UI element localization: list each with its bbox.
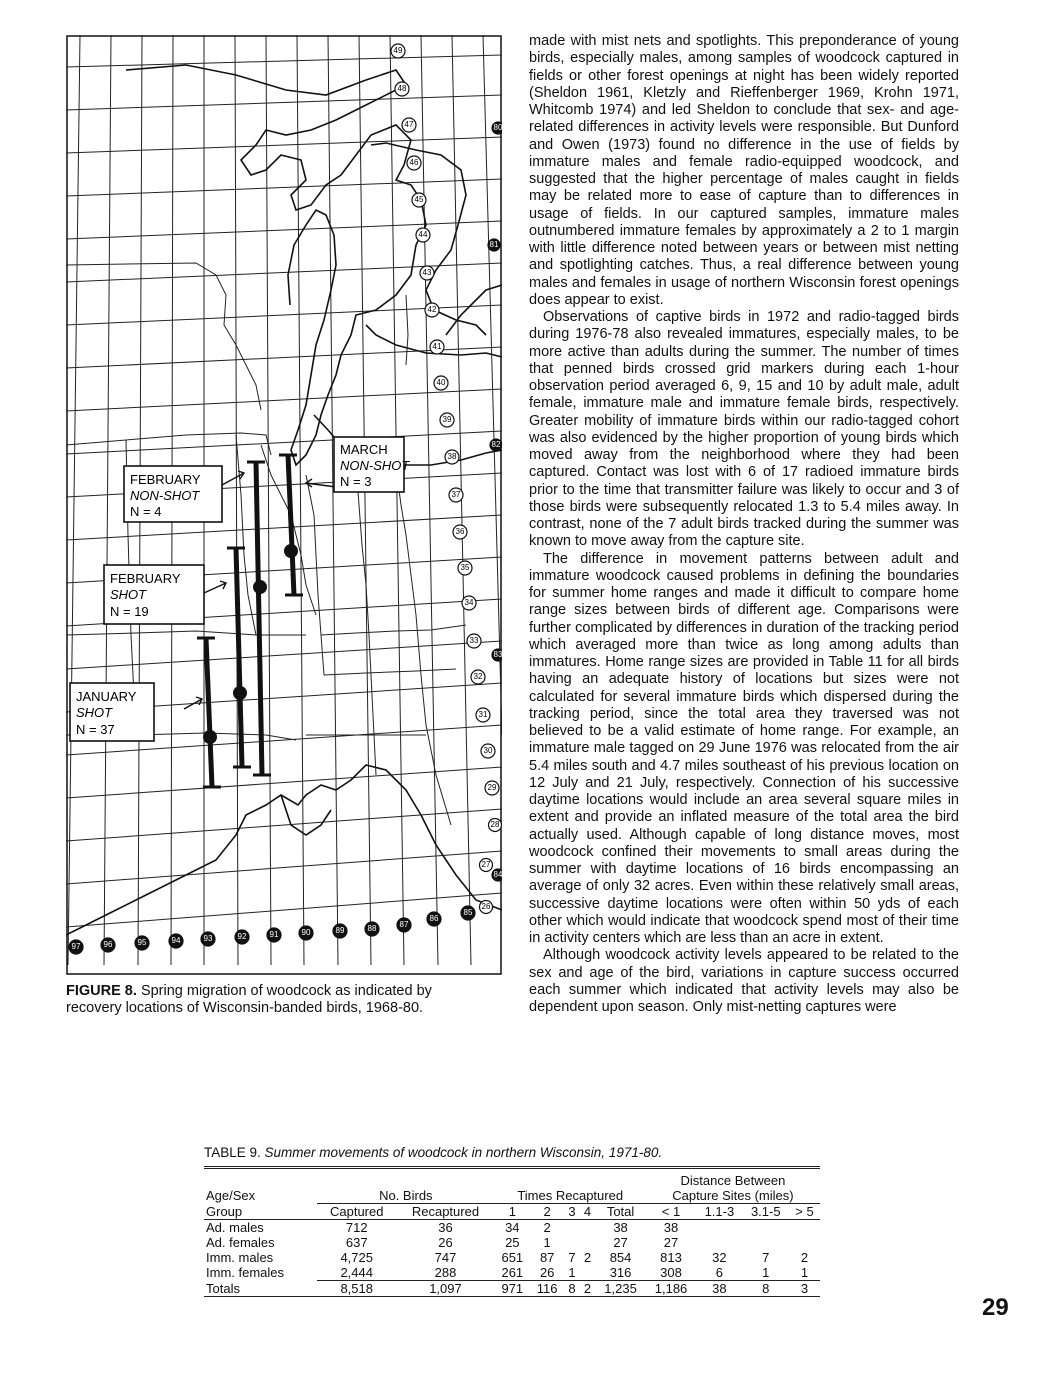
lat-label-45 [412, 193, 426, 207]
svg-text:27: 27 [481, 860, 491, 870]
lat-label-40 [434, 376, 448, 390]
lat-label-33 [467, 634, 481, 648]
table-row: Ad. males 712 36 34 2 38 38 [206, 1220, 679, 1235]
lon-label-81 [488, 239, 500, 251]
lat-label-37 [449, 488, 463, 502]
svg-text:90: 90 [301, 928, 311, 938]
lon-label-86 [427, 912, 441, 926]
lat-label-48 [395, 82, 409, 96]
migration-map [66, 35, 502, 975]
svg-text:88: 88 [367, 924, 377, 934]
movement-table [204, 1166, 820, 1297]
svg-text:FEBRUARY: FEBRUARY [130, 472, 201, 487]
lon-label-93 [201, 932, 215, 946]
migration-map-figure [66, 35, 502, 975]
lat-label-26 [480, 901, 493, 914]
svg-text:N = 37: N = 37 [76, 722, 115, 737]
table-row: Imm. males 4,725 747 651 87 7 2 854 813 32 7 2 [206, 1250, 809, 1265]
svg-text:N = 3: N = 3 [340, 474, 372, 489]
svg-text:33: 33 [469, 636, 479, 646]
lat-label-46 [407, 156, 421, 170]
svg-text:JANUARY: JANUARY [76, 689, 137, 704]
lat-label-32 [471, 670, 485, 684]
paragraph-2: Observations of captive birds in 1972 and radio-tagged birds during 1976-78 also revealed immatures, especially males, to be more active than adults during the summer. The number of times that penned birds crossed grid markers during each 1-hour observation period averaged 6, 9, 15 and 10 by adult male, adult female, immature male and immature female birds, respectively. Greater mobility of immature birds within our radio-tagged cohort was also evidenced by the higher proportion of young birds which moved away from the neighborhood where they had been captured. Contact was lost with 6 of 17 radioed immature birds prior to the time that transmitter failure was likely to occur and 3 of those birds were subsequently relocated 1.3 to 5.4 miles away. In contrast, none of the 7 adult birds tracked during the summer was known to move away from the capture site. [529, 309, 959, 550]
lat-label-49 [391, 44, 405, 58]
lat-label-47 [402, 118, 416, 132]
svg-text:26: 26 [481, 902, 491, 912]
label-march-nonshot [334, 437, 410, 492]
svg-text:83: 83 [493, 650, 502, 660]
svg-text:SHOT: SHOT [110, 587, 147, 602]
lon-label-89 [333, 924, 347, 938]
svg-text:41: 41 [432, 342, 442, 352]
svg-text:31: 31 [478, 710, 488, 720]
svg-text:37: 37 [451, 490, 461, 500]
svg-text:97: 97 [71, 942, 81, 952]
lon-label-94 [169, 934, 183, 948]
hdr-t3: 3 [564, 1204, 580, 1220]
hdr-t2: 2 [530, 1204, 564, 1220]
svg-text:49: 49 [393, 46, 403, 56]
svg-text:95: 95 [137, 938, 147, 948]
svg-text:NON-SHOT: NON-SHOT [130, 488, 200, 503]
svg-text:42: 42 [427, 305, 437, 315]
paragraph-4: Although woodcock activity levels appeared to be related to the sex and age of the bird, variations in capture success occurred each summer which indicated that activity levels may also be dependent upon season. Only mist-netting captures were [529, 947, 959, 1015]
hdr-t4: 4 [580, 1204, 596, 1220]
svg-text:89: 89 [335, 926, 345, 936]
lon-label-92 [235, 930, 249, 944]
svg-text:40: 40 [436, 378, 446, 388]
lat-label-39 [440, 413, 454, 427]
svg-text:46: 46 [409, 158, 419, 168]
lat-label-42 [425, 303, 439, 317]
lon-label-97 [69, 940, 83, 954]
lon-label-82 [490, 439, 502, 451]
lat-label-27 [480, 859, 493, 872]
svg-text:N = 19: N = 19 [110, 604, 149, 619]
hdr-captured: Captured [317, 1204, 396, 1220]
table-caption: Summer movements of woodcock in northern Wisconsin, 1971-80. [264, 1145, 663, 1160]
hdr-d3: 3.1-5 [743, 1204, 789, 1220]
hdr-capture-sites: Capture Sites (miles) [646, 1188, 820, 1204]
lat-label-44 [416, 228, 430, 242]
lat-label-31 [476, 708, 490, 722]
hdr-total: Total [595, 1204, 646, 1220]
header-row-2 [204, 1188, 820, 1204]
svg-text:NON-SHOT: NON-SHOT [340, 458, 410, 473]
lon-label-95 [135, 936, 149, 950]
hdr-recaptured: Recaptured [396, 1204, 494, 1220]
header-row-3 [204, 1204, 820, 1220]
totals-row: Totals 8,518 1,097 971 116 8 2 1,235 1,186 38 8 3 [204, 1281, 820, 1297]
svg-text:86: 86 [429, 914, 439, 924]
lat-label-43 [420, 266, 434, 280]
table-title [204, 1145, 820, 1160]
page-number: 29 [982, 1294, 1009, 1321]
paragraph-3: The difference in movement patterns between adult and immature woodcock caused problems in defining the boundaries for summer home ranges and made it difficult to compare home range sizes between birds of different age. Comparisons were further complicated by differences in duration of the tracking period which averaged more than twice as long among adults than immatures. Home range sizes are provided in Table 11 for all birds having an adequate history of locations but sizes were not calculated for several immature birds which dispersed during the tracking period, since the total area they traversed was not believed to be a valid estimate of home range. For example, an immature male tagged on 29 June 1976 was relocated from the air 5.4 miles south and 4.7 miles southeast of his previous location on 12 July and 21 July, respectively. Connection of his successive daytime locations would include an area several square miles in extent and provide an inflated measure of the total area the bird actually used. Although capable of long distance moves, most woodcock confined their movements to small areas during the summer with daytime locations of 16 birds encompassing an average of only 32 acres. Even within these relatively small areas, successive daytime locations were often within 50 yds of each other which would indicate that woodcock spend most of their time in activity centers which are less than an acre in extent. [529, 550, 959, 946]
svg-text:94: 94 [171, 936, 181, 946]
lon-label-88 [365, 922, 379, 936]
hdr-group: Group [204, 1204, 317, 1220]
lat-label-35 [458, 561, 472, 575]
lat-label-36 [453, 525, 467, 539]
svg-text:82: 82 [491, 440, 501, 450]
svg-text:45: 45 [414, 195, 424, 205]
body-text-column [529, 33, 959, 1016]
svg-text:36: 36 [455, 527, 465, 537]
svg-text:96: 96 [103, 940, 113, 950]
hdr-age-sex: Age/Sex [206, 1188, 256, 1204]
label-january-shot [70, 683, 154, 741]
svg-text:SHOT: SHOT [76, 705, 113, 720]
hdr-no-birds: No. Birds [317, 1188, 494, 1204]
hdr-distance: Distance Between [680, 1173, 786, 1188]
svg-text:84: 84 [493, 870, 502, 880]
lon-label-96 [101, 938, 115, 952]
table-row: Ad. females 637 26 25 1 27 27 [206, 1235, 679, 1250]
svg-text:39: 39 [442, 415, 452, 425]
svg-text:38: 38 [447, 452, 457, 462]
lat-label-38 [445, 450, 459, 464]
svg-text:81: 81 [489, 240, 499, 250]
svg-text:32: 32 [473, 672, 483, 682]
svg-text:43: 43 [422, 268, 432, 278]
lon-label-91 [267, 928, 281, 942]
hdr-d2: 1.1-3 [696, 1204, 742, 1220]
svg-text:35: 35 [460, 563, 470, 573]
lat-label-41 [430, 340, 444, 354]
lon-label-85 [461, 906, 475, 920]
svg-text:30: 30 [483, 746, 493, 756]
svg-text:47: 47 [404, 120, 414, 130]
svg-text:85: 85 [463, 908, 473, 918]
lon-label-80 [492, 122, 502, 134]
lat-label-34 [462, 596, 476, 610]
header-row-1 [204, 1168, 820, 1189]
figure-caption-text: Spring migration of woodcock as indicated by recovery locations of Wisconsin-banded birds, 1968-80. [66, 983, 432, 1016]
table-label: TABLE 9. [204, 1145, 261, 1160]
lon-label-87 [397, 918, 411, 932]
hdr-times-recaptured: Times Recaptured [495, 1188, 646, 1204]
svg-text:48: 48 [397, 84, 407, 94]
hdr-t1: 1 [495, 1204, 531, 1220]
label-february-shot [104, 565, 204, 624]
lat-label-28 [489, 819, 502, 832]
svg-text:N = 4: N = 4 [130, 504, 162, 519]
lon-label-90 [299, 926, 313, 940]
lat-label-29 [485, 781, 499, 795]
lon-label-84 [492, 869, 502, 881]
lat-label-30 [481, 744, 495, 758]
label-february-nonshot [124, 466, 222, 522]
svg-text:29: 29 [487, 783, 497, 793]
svg-text:87: 87 [399, 920, 409, 930]
svg-text:92: 92 [237, 932, 247, 942]
svg-text:44: 44 [418, 230, 428, 240]
table-row: Imm. females 2,444 288 261 26 1 316 308 6 1 1 [204, 1265, 820, 1281]
lon-label-83 [492, 649, 502, 661]
hdr-d4: > 5 [789, 1204, 820, 1220]
svg-text:28: 28 [490, 820, 500, 830]
svg-text:91: 91 [269, 930, 279, 940]
figure-caption [66, 983, 438, 1017]
svg-text:MARCH: MARCH [340, 442, 388, 457]
table-9 [204, 1145, 820, 1297]
svg-text:FEBRUARY: FEBRUARY [110, 571, 181, 586]
figure-caption-label: FIGURE 8. [66, 983, 137, 999]
hdr-d1: < 1 [646, 1204, 696, 1220]
svg-text:93: 93 [203, 934, 213, 944]
svg-text:80: 80 [493, 123, 502, 133]
paragraph-1: made with mist nets and spotlights. This preponderance of young birds, especially males, among samples of woodcock captured in fields or other forest openings at night has been widely reported (Sheldon 1961, Kletzly and Rieffenberger 1969, Krohn 1971, Whitcomb 1974) and led Sheldon to conclude that sex- and age-related differences in activity levels were responsible. But Dunford and Owen (1973) found no difference in the use of fields by immature males and female radio-equipped woodcock, and suggested that the higher percentage of males caught in fields may be related more to ease of capture than to differences in usage of fields. In our captured samples, immature males outnumbered immature females by approximately a 2 to 1 margin with little difference noted between years or between mist netting and spotlighting catches. Thus, a real difference between young males and females in usage of northern Wisconsin forest openings does appear to exist. [529, 33, 959, 308]
svg-text:34: 34 [464, 598, 474, 608]
